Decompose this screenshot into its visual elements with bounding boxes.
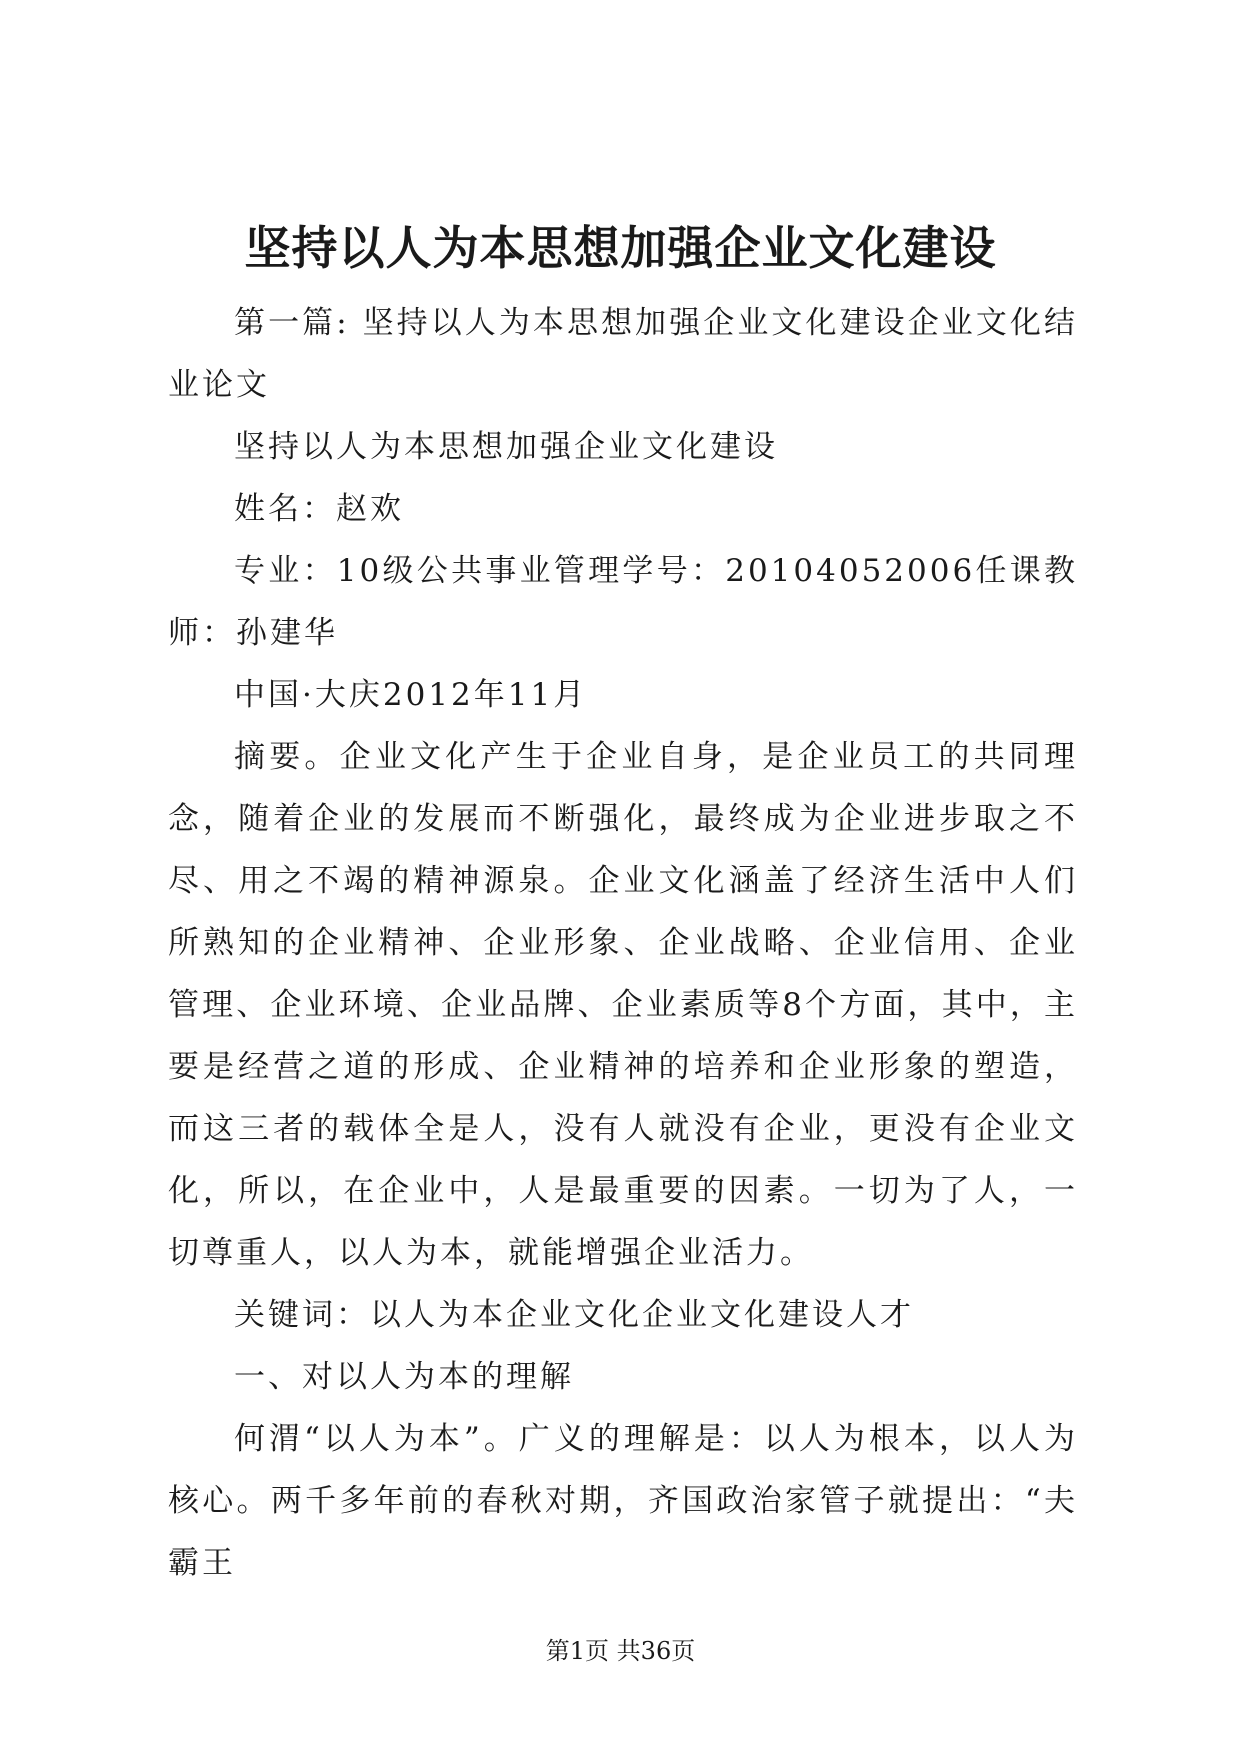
page-number-footer: 第1页 共36页: [545, 1637, 696, 1665]
paragraph-body-text: 何渭“以人为本”。广义的理解是：以人为根本，以人为核心。两千多年前的春秋对期，齐国政治家管子就提出：“夫霸王: [168, 1421, 1078, 1581]
paragraph-subtitle: 坚持以人为本思想加强企业文化建设: [234, 429, 778, 465]
paragraph-section-heading: 第一篇: 坚持以人为本思想加强企业文化建设企业文化结业论文: [168, 305, 1078, 403]
paragraph-major-info: 专业：10级公共事业管理学号：20104052006任课教师：孙建华: [168, 553, 1078, 651]
document-title: 坚持以人为本思想加强企业文化建设: [244, 221, 997, 275]
paragraph-section-one-heading: 一、对以人为本的理解: [234, 1359, 574, 1395]
document-body: [168, 292, 1078, 1594]
paragraph-keywords: 关键词：以人为本企业文化企业文化建设人才: [234, 1297, 914, 1333]
paragraph-abstract: 摘要。企业文化产生于企业自身，是企业员工的共同理念，随着企业的发展而不断强化，最终成为企业进步取之不尽、用之不竭的精神源泉。企业文化涵盖了经济生活中人们所熟知的企业精神、企业形象、企业战略、企业信用、企业管理、企业环境、企业品牌、企业素质等8个方面，其中，主要是经营之道的形成、企业精神的培养和企业形象的塑造，而这三者的载体全是人，没有人就没有企业，更没有企业文化，所以，在企业中，人是最重要的因素。一切为了人，一切尊重人，以人为本，就能增强企业活力。: [168, 739, 1078, 1271]
paragraph-place-date: 中国·大庆2012年11月: [234, 677, 588, 713]
paragraph-author-name: 姓名：赵欢: [234, 491, 404, 527]
